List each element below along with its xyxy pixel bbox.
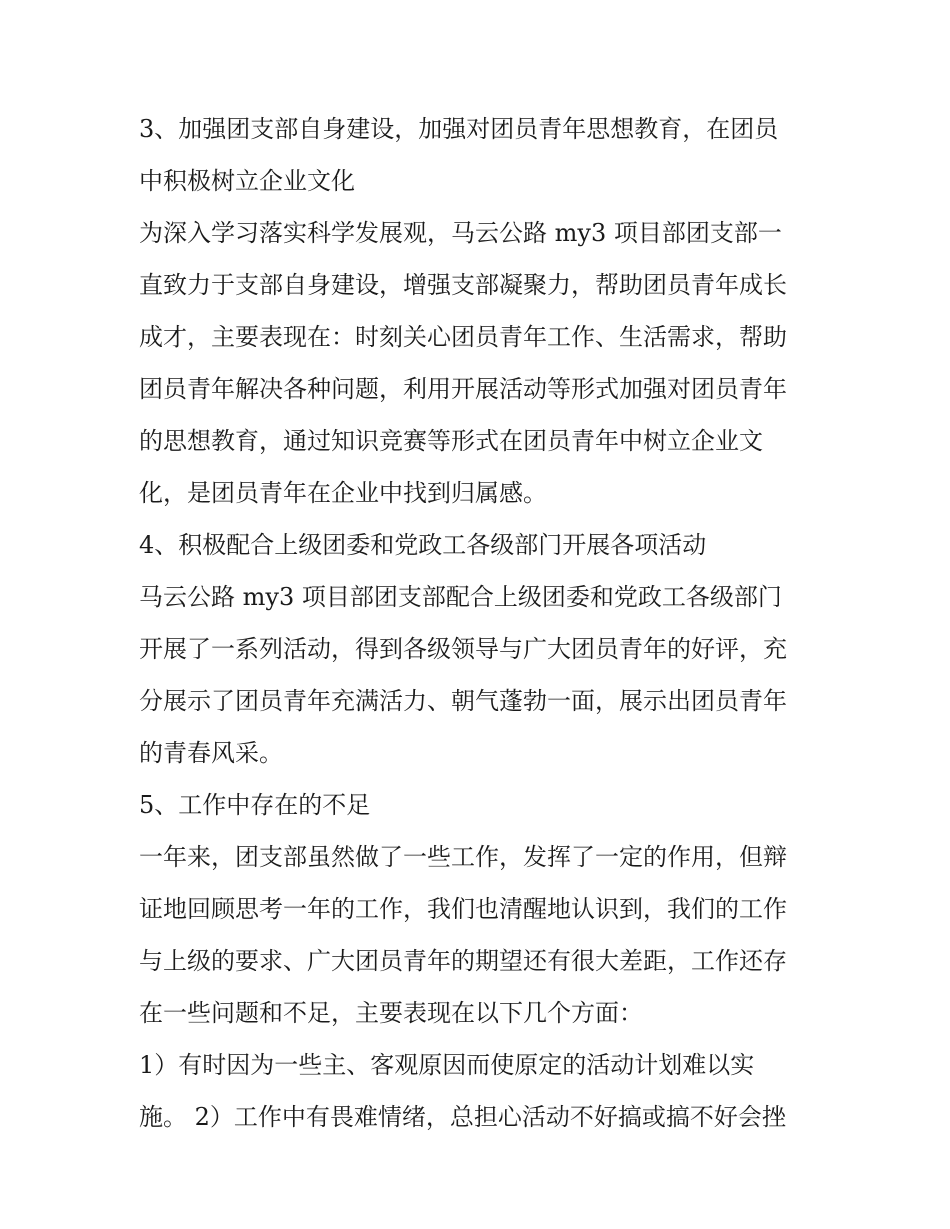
paragraph-line: 团员青年解决各种问题，利用开展活动等形式加强对团员青年 [139,375,787,403]
paragraph-line: 证地回顾思考一年的工作，我们也清醒地认识到，我们的工作 [139,895,787,923]
paragraph-line: 分展示了团员青年充满活力、朝气蓬勃一面，展示出团员青年 [139,687,787,715]
paragraph-line: 的青春风采。 [139,739,283,767]
paragraph-line: 的思想教育，通过知识竞赛等形式在团员青年中树立企业文 [139,427,763,455]
heading-section-3-line-2: 中积极树立企业文化 [139,167,355,195]
paragraph-line: 化，是团员青年在企业中找到归属感。 [139,479,547,507]
paragraph-line: 成才，主要表现在：时刻关心团员青年工作、生活需求，帮助 [139,323,787,351]
paragraph-line: 直致力于支部自身建设，增强支部凝聚力，帮助团员青年成长 [139,271,787,299]
paragraph-line: 马云公路 my3 项目部团支部配合上级团委和党政工各级部门 [139,583,782,611]
paragraph-line: 开展了一系列活动，得到各级领导与广大团员青年的好评，充 [139,635,787,663]
heading-section-5: 5、工作中存在的不足 [139,791,371,819]
paragraph-line: 为深入学习落实科学发展观，马云公路 my3 项目部团支部一 [139,219,782,247]
heading-section-3-line-1: 3、加强团支部自身建设，加强对团员青年思想教育，在团员 [139,115,779,143]
paragraph-line: 一年来，团支部虽然做了一些工作，发挥了一定的作用，但辩 [139,843,787,871]
paragraph-line: 在一些问题和不足，主要表现在以下几个方面： [139,999,643,1027]
list-item-line: 施。 2）工作中有畏难情绪，总担心活动不好搞或搞不好会挫 [139,1103,786,1131]
document-body [139,103,819,1143]
paragraph-line: 与上级的要求、广大团员青年的期望还有很大差距，工作还存 [139,947,787,975]
heading-section-4: 4、积极配合上级团委和党政工各级部门开展各项活动 [139,531,707,559]
list-item-line: 1）有时因为一些主、客观原因而使原定的活动计划难以实 [139,1051,755,1079]
